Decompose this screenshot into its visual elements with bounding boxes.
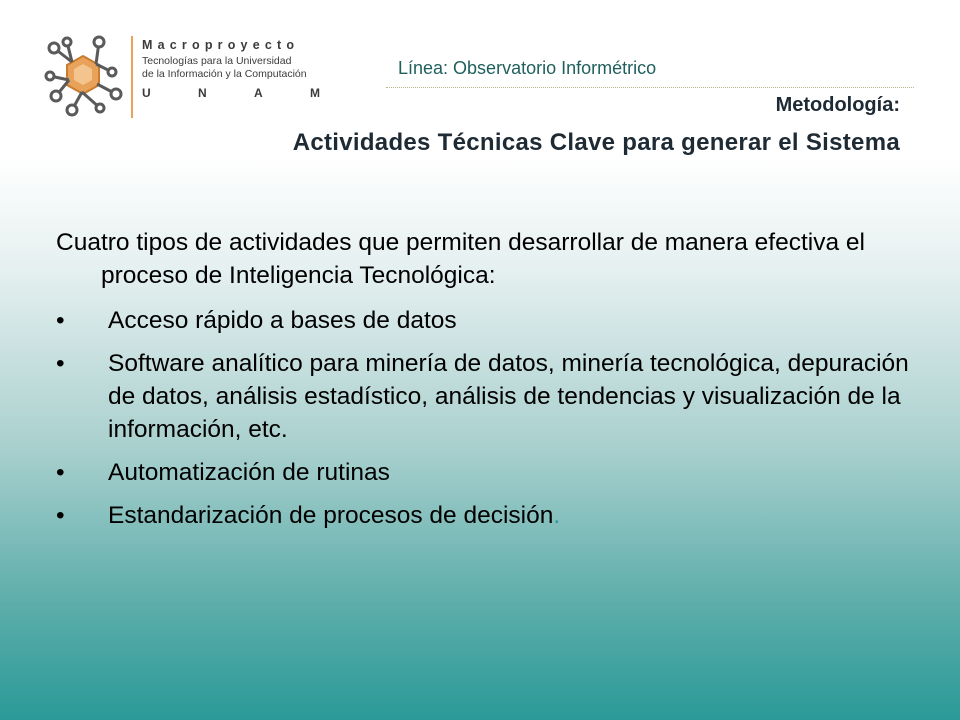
- list-item: [56, 499, 916, 532]
- logo-line-2: de la Información y la Computación: [142, 67, 307, 80]
- intro-paragraph: Cuatro tipos de actividades que permiten desarrollar de manera efectiva el proceso de Inteligencia Tecnológica:: [56, 229, 865, 289]
- list-item: [56, 347, 916, 446]
- list-item-last: [108, 499, 916, 532]
- final-period: .: [553, 502, 561, 529]
- logo-divider: [131, 36, 133, 118]
- header-line-label: Línea: Observatorio Informétrico: [398, 58, 657, 78]
- logo-unam-letter: M: [310, 86, 320, 100]
- slide-body: [56, 226, 916, 542]
- header-divider: [386, 87, 914, 88]
- list-item-text: Acceso rápido a bases de datos: [108, 307, 457, 334]
- list-item-text: Automatización de rutinas: [108, 459, 390, 486]
- logo-unam-letter: N: [198, 86, 207, 100]
- logo-title: Macroproyecto: [142, 38, 300, 52]
- macroproyecto-logo: [42, 30, 342, 122]
- list-item: [56, 456, 916, 489]
- logo-text: [142, 38, 342, 100]
- list-item-text: Software analítico para minería de datos, minería tecnológica, depuración de datos, análisis estadístico, análisis de tendencias y visualización de la información, etc.: [108, 350, 909, 443]
- logo-unam: [142, 86, 320, 100]
- logo-unam-letter: A: [254, 86, 263, 100]
- logo-line-1: Tecnologías para la Universidad: [142, 55, 292, 67]
- bullet-icon: •: [56, 502, 65, 529]
- list-item: [56, 304, 916, 337]
- slide-subtitle: Metodología:: [775, 94, 900, 116]
- logo-unam-letter: U: [142, 86, 151, 100]
- network-hexagon-icon: [42, 34, 124, 118]
- bullet-icon: •: [56, 307, 65, 334]
- bullet-icon: •: [56, 350, 65, 377]
- bullet-icon: •: [56, 459, 65, 486]
- slide-title: Actividades Técnicas Clave para generar el Sistema: [292, 129, 900, 156]
- list-item-text: Estandarización de procesos de decisión: [108, 502, 554, 529]
